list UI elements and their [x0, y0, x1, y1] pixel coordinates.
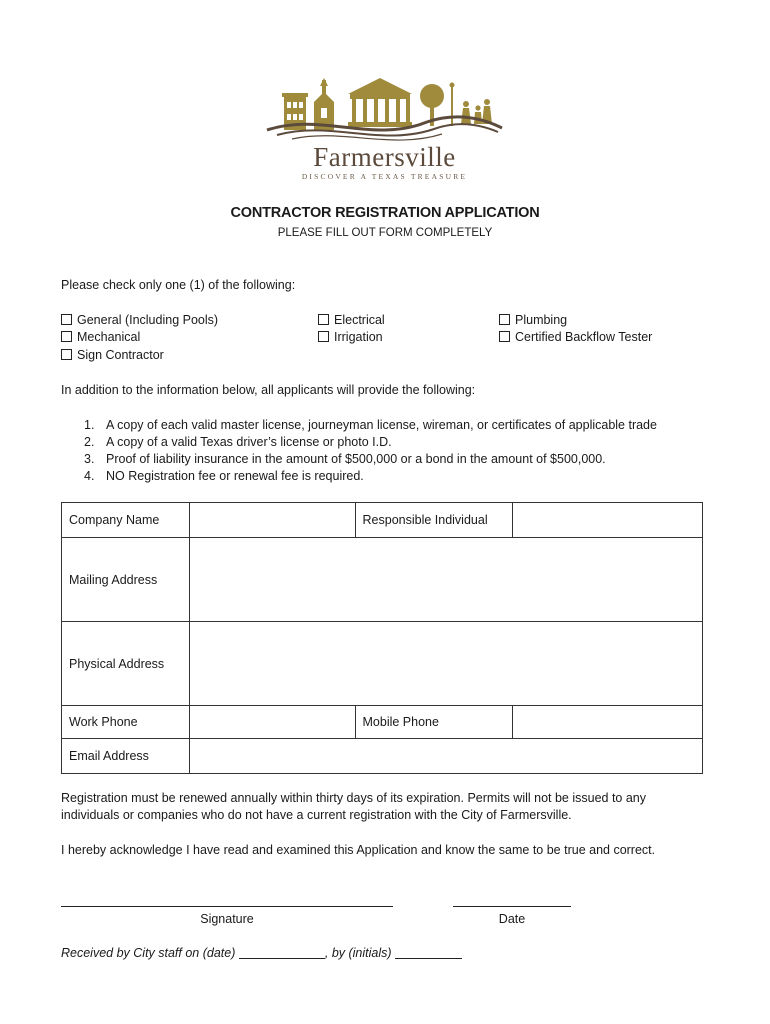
town-skyline-icon: [262, 72, 507, 144]
options-instruction: Please check only one (1) of the following:: [61, 278, 296, 292]
mobile-phone-field[interactable]: [513, 706, 703, 739]
work-phone-label: Work Phone: [62, 706, 190, 739]
checkbox-label: Certified Backflow Tester: [515, 330, 653, 344]
requirement-item: 2. A copy of a valid Texas driver’s license or photo I.D.: [84, 435, 392, 449]
physical-address-field[interactable]: [189, 622, 702, 706]
checkbox-icon[interactable]: [61, 314, 72, 325]
checkbox-mechanical[interactable]: [61, 330, 140, 344]
checkbox-label: Mechanical: [77, 330, 141, 344]
email-address-label: Email Address: [62, 739, 190, 774]
responsible-individual-label: Responsible Individual: [355, 503, 513, 538]
renewal-note-line1: Registration must be renewed annually within thirty days of its expiration. Permits will not be issued to any: [61, 791, 647, 805]
checkbox-icon[interactable]: [61, 349, 72, 360]
received-prefix: Received by City staff on (date): [61, 946, 236, 960]
page-title: CONTRACTOR REGISTRATION APPLICATION: [230, 205, 540, 221]
checkbox-icon[interactable]: [61, 331, 72, 342]
checkbox-label: Sign Contractor: [77, 348, 164, 362]
responsible-individual-field[interactable]: [513, 503, 703, 538]
checkbox-plumbing[interactable]: [499, 313, 567, 327]
registration-form-table: [61, 502, 703, 774]
received-initials-blank[interactable]: [395, 946, 462, 959]
received-date-blank[interactable]: [239, 946, 325, 959]
checkbox-electrical[interactable]: [318, 313, 385, 327]
signature-label: Signature: [200, 912, 254, 926]
mailing-address-field[interactable]: [189, 538, 702, 622]
requirement-item: 3. Proof of liability insurance in the amount of $500,000 or a bond in the amount of $500,000.: [84, 452, 606, 466]
farmersville-logo: [262, 72, 507, 184]
logo-wordmark: Farmersville: [313, 142, 456, 172]
received-middle: , by (initials): [324, 946, 392, 960]
checkbox-general[interactable]: [61, 313, 218, 327]
email-address-field[interactable]: [189, 739, 702, 774]
date-label: Date: [498, 912, 526, 926]
checkbox-sign-contractor[interactable]: [61, 348, 164, 362]
renewal-note-line2: individuals or companies who do not have a current registration with the City of Farmersville.: [61, 808, 572, 822]
checkbox-label: General (Including Pools): [77, 313, 219, 327]
company-name-field[interactable]: [189, 503, 355, 538]
checkbox-icon[interactable]: [318, 314, 329, 325]
page-subtitle: PLEASE FILL OUT FORM COMPLETELY: [277, 227, 493, 239]
date-line[interactable]: [453, 906, 571, 907]
checkbox-label: Irrigation: [334, 330, 383, 344]
requirements-intro: In addition to the information below, all applicants will provide the following:: [61, 383, 476, 397]
logo-tagline: DISCOVER A TEXAS TREASURE: [301, 172, 468, 181]
requirement-item: 1. A copy of each valid master license, journeyman license, wireman, or certificates of applicable trade: [84, 418, 657, 432]
acknowledgement-text: I hereby acknowledge I have read and examined this Application and know the same to be true and correct.: [61, 843, 656, 857]
requirement-item: 4. NO Registration fee or renewal fee is required.: [84, 469, 364, 483]
signature-line[interactable]: [61, 906, 393, 907]
checkbox-icon[interactable]: [318, 331, 329, 342]
company-name-label: Company Name: [62, 503, 190, 538]
checkbox-icon[interactable]: [499, 331, 510, 342]
checkbox-icon[interactable]: [499, 314, 510, 325]
mailing-address-label: Mailing Address: [62, 538, 190, 622]
physical-address-label: Physical Address: [62, 622, 190, 706]
checkbox-label: Plumbing: [515, 313, 568, 327]
checkbox-label: Electrical: [334, 313, 385, 327]
checkbox-irrigation[interactable]: [318, 330, 383, 344]
mobile-phone-label: Mobile Phone: [355, 706, 513, 739]
work-phone-field[interactable]: [189, 706, 355, 739]
received-by-staff: [61, 946, 462, 960]
checkbox-backflow-tester[interactable]: [499, 330, 652, 344]
